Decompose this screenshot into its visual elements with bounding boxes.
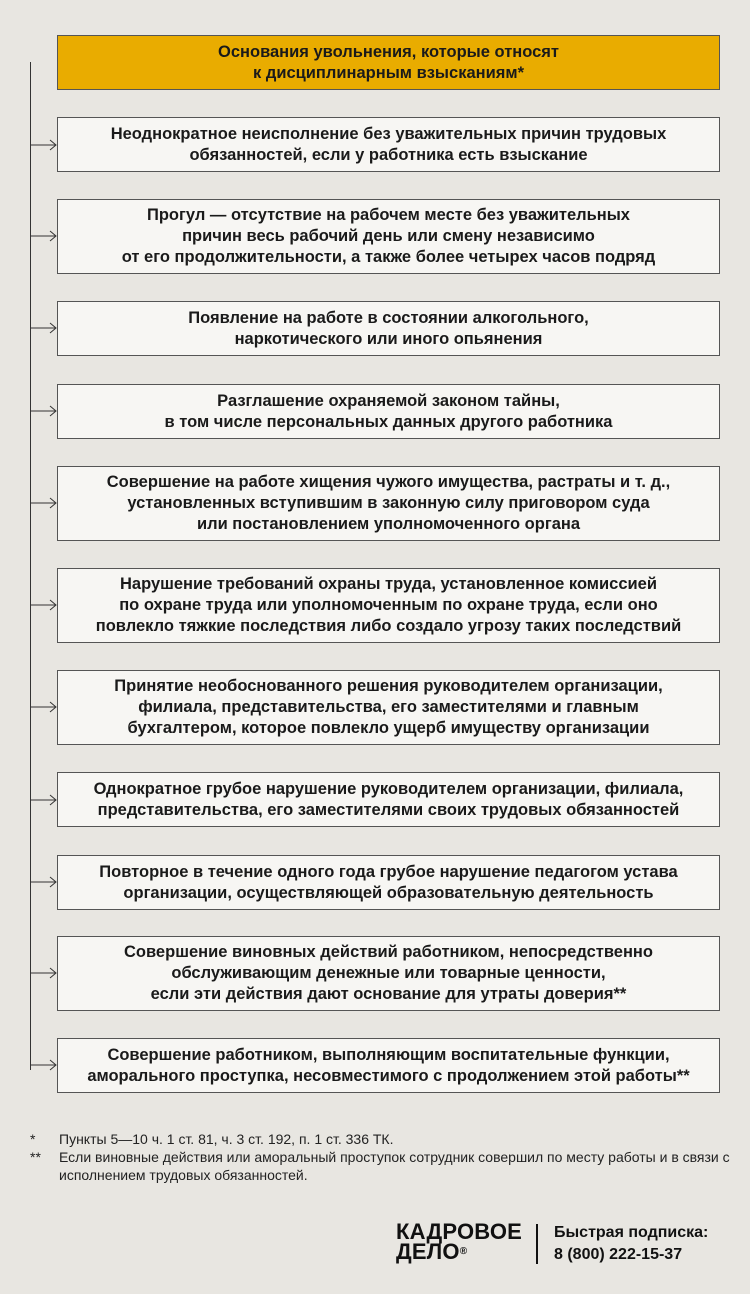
registered-mark: ®: [459, 1246, 468, 1257]
connector-arrow: [30, 321, 57, 335]
ground-text: Разглашение охраняемой законом тайны, в том числе персональных данных другого работника: [164, 391, 613, 431]
footnote-text: Пункты 5—10 ч. 1 ст. 81, ч. 3 ст. 192, п. 1 ст. 336 ТК.: [59, 1131, 394, 1147]
footnote-mark: *: [30, 1131, 36, 1147]
connector-arrow: [30, 966, 57, 980]
subscribe-label: Быстрая подписка:: [554, 1224, 709, 1241]
ground-box-6: [57, 568, 720, 643]
ground-text: Принятие необоснованного решения руководителем организации, филиала, представительства, его заместителями и главным бухгалтером, которое повлекло ущерб имуществу организации: [114, 677, 663, 737]
ground-text: Неоднократное неисполнение без уважительных причин трудовых обязанностей, если у работника есть взыскание: [110, 124, 667, 164]
connector-arrow: [30, 598, 57, 612]
ground-text: Появление на работе в состоянии алкогольного, наркотического или иного опьянения: [188, 308, 589, 348]
ground-text: Совершение на работе хищения чужого имущества, растраты и т. д., установленных вступившим в законную силу приговором суда или постановлением уполномоченного органа: [106, 473, 671, 533]
ground-box-10: [57, 936, 720, 1011]
ground-text: Нарушение требований охраны труда, установленное комиссией по охране труда или уполномоченным по охране труда, если оно повлекло тяжкие последствия либо создало угрозу таких последствий: [95, 575, 682, 635]
subscribe-block: [554, 1222, 708, 1266]
connector-arrow: [30, 496, 57, 510]
subscribe-phone[interactable]: 8 (800) 222-15-37: [554, 1246, 683, 1263]
header-title: Основания увольнения, которые относят к дисциплинарным взысканиям*: [218, 42, 559, 82]
ground-box-4: [57, 384, 720, 439]
ground-text: Прогул — отсутствие на рабочем месте без уважительных причин весь рабочий день или смену независимо от его продолжительности, а также более четырех часов подряд: [121, 206, 656, 266]
brand-divider: [536, 1224, 538, 1264]
connector-arrow: [30, 138, 57, 152]
ground-text: Повторное в течение одного года грубое нарушение педагогом устава организации, осуществляющей образовательную деятельность: [99, 862, 678, 902]
ground-text: Совершение виновных действий работником, непосредственно обслуживающим денежные или товарные ценности, если эти действия дают основание для утраты доверия**: [124, 943, 653, 1003]
connector-arrow: [30, 793, 57, 807]
footnote-2: [30, 1148, 730, 1184]
brand-line-2: ДЕЛО: [396, 1239, 460, 1264]
ground-text: Однократное грубое нарушение руководителем организации, филиала, представительства, его заместителями своих трудовых обязанностей: [93, 779, 684, 819]
connector-arrow: [30, 1058, 57, 1072]
ground-box-11: [57, 1038, 720, 1093]
connector-arrow: [30, 875, 57, 889]
ground-box-9: [57, 855, 720, 910]
footnote-1: [30, 1130, 730, 1148]
ground-text: Совершение работником, выполняющим воспитательные функции, аморального проступка, несовместимого с продолжением этой работы**: [87, 1045, 690, 1085]
ground-box-3: [57, 301, 720, 356]
footnote-text: Если виновные действия или аморальный проступок сотрудник совершил по месту работы и в связи с исполнением трудовых обязанностей.: [59, 1149, 730, 1183]
ground-box-8: [57, 772, 720, 827]
connector-arrow: [30, 700, 57, 714]
ground-box-1: [57, 117, 720, 172]
footnote-mark: **: [30, 1149, 41, 1165]
connector-arrow: [30, 404, 57, 418]
ground-box-5: [57, 466, 720, 541]
connector-arrow: [30, 229, 57, 243]
brand-logo: [396, 1219, 523, 1264]
ground-box-2: [57, 199, 720, 274]
ground-box-7: [57, 670, 720, 745]
brand-line-1: КАДРОВОЕ: [396, 1219, 523, 1244]
header-box: [57, 35, 720, 90]
connector-spine: [30, 62, 31, 1070]
